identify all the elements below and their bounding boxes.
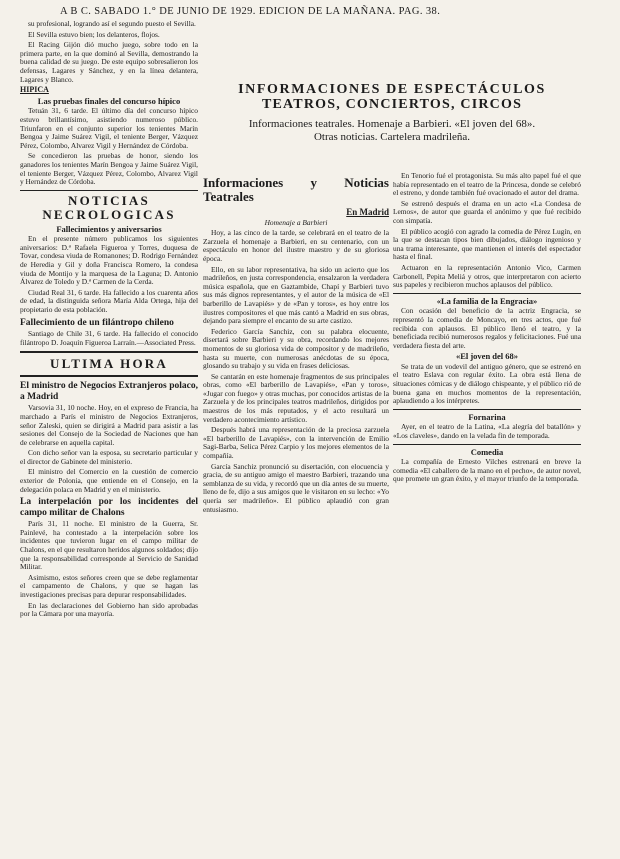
paragraph: Tetuán 31, 6 tarde. El último día del concurso hípico estuvo brillantísimo, asistiendo numeroso público. Triunfaron en el conjunto superior los tenientes Marín Bengoa y Jaime Suárez Vigil, el teniente Berger, Vázquez Pérez, Colombo, Alvarez Vigil y Hernández de Córdoba.	[20, 106, 198, 150]
paragraph: El Sevilla estuvo bien; los delanteros, flojos.	[28, 29, 160, 39]
paragraph: Ayer, en el teatro de la Latina, «La alegría del batallón» y «Los claveles», dando en la velada fin de temporada.	[393, 422, 581, 441]
subheading: «La familia de la Engracia»	[436, 295, 538, 306]
section-heading: NOTICIAS NECROLOGICAS	[42, 192, 176, 222]
subheading: Comedia	[470, 446, 504, 457]
paragraph: La compañía de Ernesto Vilches estrenará en breve la comedia «El caballero de la mano en el pecho», de autor novel, que promete un gran éxito, y el mayor triunfo de la temporada.	[393, 457, 581, 484]
article-heading: La interpelación por los incidentes del campo militar de Chalons	[20, 497, 198, 518]
paragraph: Se estrenó después el drama en un acto «La Condesa de Lemos», de autor que guarda el anónimo y que fué recibido con simpatía.	[393, 198, 581, 225]
paragraph: Ello, en su labor representativa, ha sido un acierto que los madrileños, en justa correspondencia, ensalzaron la verdadera música española, que en Gaztambide, Chapí y Barbieri tuvo sus más dignos representantes, y el autor de la música de «El barberillo de Lavapiés» y de «Pan y toros», es hoy entre los ilustres compositores el que más cantó a Madrid en sus obras, dejando para siempre el encanto de su arte castizo.	[203, 264, 389, 326]
paragraph: El Racing Gijón dió mucho juego, sobre todo en la primera parte, en la que dominó al Sevilla, demostrando la buena calidad de su juego. De este equipo sobresalieron los defensas, Lagares y Sánchez, y en la línea delantera, Lagares y Blanco.	[20, 40, 198, 84]
subheading: Las pruebas finales del concurso hípico	[37, 95, 181, 106]
paragraph: En las declaraciones del Gobierno han sido aprobadas por la Cámara por una mayoría.	[20, 600, 198, 619]
divider	[393, 444, 581, 445]
subheading: «El joven del 68»	[455, 351, 519, 362]
paragraph: Federico García Sanchiz, con su palabra elocuente, disertará sobre Barbieri y su obra, recordando los mejores momentos de su gloriosa vida de compositor y de madrileño, hasta su muerte, con numerosas anécdotas de su época, glosando su trabajo y su vida en frases deliciosas.	[203, 326, 389, 371]
paragraph: Con ocasión del beneficio de la actriz Engracia, se representó la comedia de Moncayo, en tres actos, que fué recibida con aplausos. El público llenó el teatro, y la beneficiada recibió numerosos regalos y felicitaciones. Fué una verdadera fiesta del arte.	[393, 306, 581, 350]
divider	[20, 190, 198, 191]
paragraph: El ministro del Comercio en la cuestión de comercio exterior de Polonia, que entiende en el Consejo, en la delegación polaca en Madrid y en el ministerio.	[20, 467, 198, 494]
section-banner	[203, 82, 581, 144]
paragraph: Se cantarán en este homenaje fragmentos de sus principales obras, como «El barberillo de Lavapiés», «Pan y toros», «Jugar con fuego» y otras muchas, por conocidos artistas de la Zarzuela y de los principales teatros madrileños, dirigidos por maestros de los más reputados, y el acto resultará un verdadero acontecimiento artístico.	[203, 371, 389, 424]
paragraph: García Sanchiz pronunció su disertación, con elocuencia y gracia, de su antiguo amigo el maestro Barbieri, trazando una semblanza de su vida, y recordó que un día antes de su muerte, lleno de fe, dijo a sus amigos que le visitaron en su lecho: «Yo quería ser madrileño». El público aplaudió con gran entusiasmo.	[203, 461, 389, 514]
page-header: A B C. SABADO 1.° DE JUNIO DE 1929. EDICION DE LA MAÑANA. PAG. 38.	[60, 6, 441, 17]
section-heading: ULTIMA HORA	[50, 356, 168, 372]
article-heading: El ministro de Negocios Extranjeros polaco, a Madrid	[20, 381, 198, 402]
city-heading: En Madrid	[346, 207, 389, 217]
paragraph: Después habrá una representación de la preciosa zarzuela «El barberillo de Lavapiés», con la intervención de Emilio Sagi-Barba, Selica Pérez Carpio y los mejores elementos de la compañía.	[203, 425, 389, 461]
paragraph: Santiago de Chile 31, 6 tarde. Ha fallecido el conocido filántropo D. Joaquín Figueroa Larraín.—Associated Press.	[20, 329, 198, 347]
section-heading: HIPICA	[20, 85, 49, 95]
paragraph: Hoy, a las cinco de la tarde, se celebrará en el teatro de la Zarzuela el homenaje a Barbieri, en su centenario, con un espectáculo en honor del ilustre maestro y de su gloriosa época.	[203, 228, 389, 263]
divider	[20, 375, 198, 377]
banner-line-2: Otras noticias. Cartelera madrileña.	[313, 131, 471, 143]
paragraph: Asimismo, estos señores creen que se debe reglamentar el campamento de Chalons, y que se hagan las investigaciones precisas para depurar responsabilidades.	[20, 572, 198, 599]
divider	[393, 293, 581, 294]
subheading: Fallecimientos y aniversarios	[56, 223, 162, 234]
article-heading: Fallecimiento de un filántropo chileno	[20, 317, 174, 328]
divider	[393, 409, 581, 410]
banner-line-1: Informaciones teatrales. Homenaje a Barbieri. «El joven del 68».	[248, 118, 536, 130]
paragraph: Varsovia 31, 10 noche. Hoy, en el expreso de Francia, ha marchado a París el ministro de Negocios Extranjeros, señor Zaleski, quien se dirigirá a Madrid para asistir a las sesiones del Consejo de la Sociedad de Naciones que han de celebrarse en aquella capital.	[20, 403, 198, 447]
column-1	[20, 20, 198, 839]
banner-title-1: INFORMACIONES DE ESPECTÁCULOS	[238, 82, 546, 97]
paragraph: El público acogió con agrado la comedia de Pérez Lugín, en la que se destacan tipos bien dibujados, diálogo ingenioso y una trama interesante, que mantienen el interés del espectador hasta el final.	[393, 226, 581, 262]
divider	[20, 351, 198, 353]
column-2	[203, 172, 389, 839]
article-heading: Informaciones y Noticias Teatrales	[203, 175, 389, 204]
paragraph: En Tenorio fué el protagonista. Su más alto papel fué el que había representado en el teatro de la Princesa, donde se celebró el estreno, y donde también fué ovacionado el autor del drama.	[393, 172, 581, 198]
paragraph: Se concedieron las pruebas de honor, siendo los ganadores los tenientes Marín Bengoa y Jaime Suárez Vigil, el teniente Berger, Vázquez Pérez, Colombo, Alvarez Vigil y Hernández de Córdoba.	[20, 151, 198, 187]
paragraph: su profesional, logrando así el segundo puesto el Sevilla.	[28, 20, 196, 28]
paragraph: Actuaron en la representación Antonio Vico, Carmen Carbonell, Pepita Meliá y otros, que interpretaron con acierto sus papeles y recibieron muchos aplausos del público.	[393, 262, 581, 290]
column-3	[393, 172, 581, 839]
paragraph: París 31, 11 noche. El ministro de la Guerra, Sr. Painlevé, ha contestado a la interpelación sobre los incidentes que tuvieron lugar en el campo militar de Chalons, en el que resultaron heridos algunos soldados; dijo que la responsabilidad corresponde al Servicio de Sanidad Militar.	[20, 519, 198, 572]
paragraph: Con dicho señor van la esposa, su secretario particular y el director de Gabinete del ministerio.	[20, 448, 198, 466]
paragraph: Ciudad Real 31, 6 tarde. Ha fallecido a los cuarenta años de edad, la distinguida señora María Alda Ortega, hija del propietario de esta población.	[20, 287, 198, 315]
banner-title-2: TEATROS, CONCIERTOS, CIRCOS	[261, 97, 523, 112]
subheading: Fornarina	[468, 411, 506, 422]
paragraph: Se trata de un vodevil del antiguo género, que se estrenó en el teatro Eslava con regular éxito. La obra está llena de situaciones cómicas y de diálogo chispeante, y el público rió de buena gana en muchos momentos de la representación, aplaudiendo a los intérpretes.	[393, 361, 581, 406]
paragraph: En el presente número publicamos los siguientes aniversarios: D.ª Rafaela Figueroa y Torres, duquesa de Tovar, condesa viuda de Romanones; D. Rodrigo Fernández de Heredia y Gil y doña Francisca Romero, la condesa viuda de Montijo y la marquesa de la Laguna; D. Antonio Álvarez de Toledo y D.ª Carmen de la Cerda.	[20, 234, 198, 287]
subheading: Homenaje a Barbieri	[264, 217, 328, 227]
